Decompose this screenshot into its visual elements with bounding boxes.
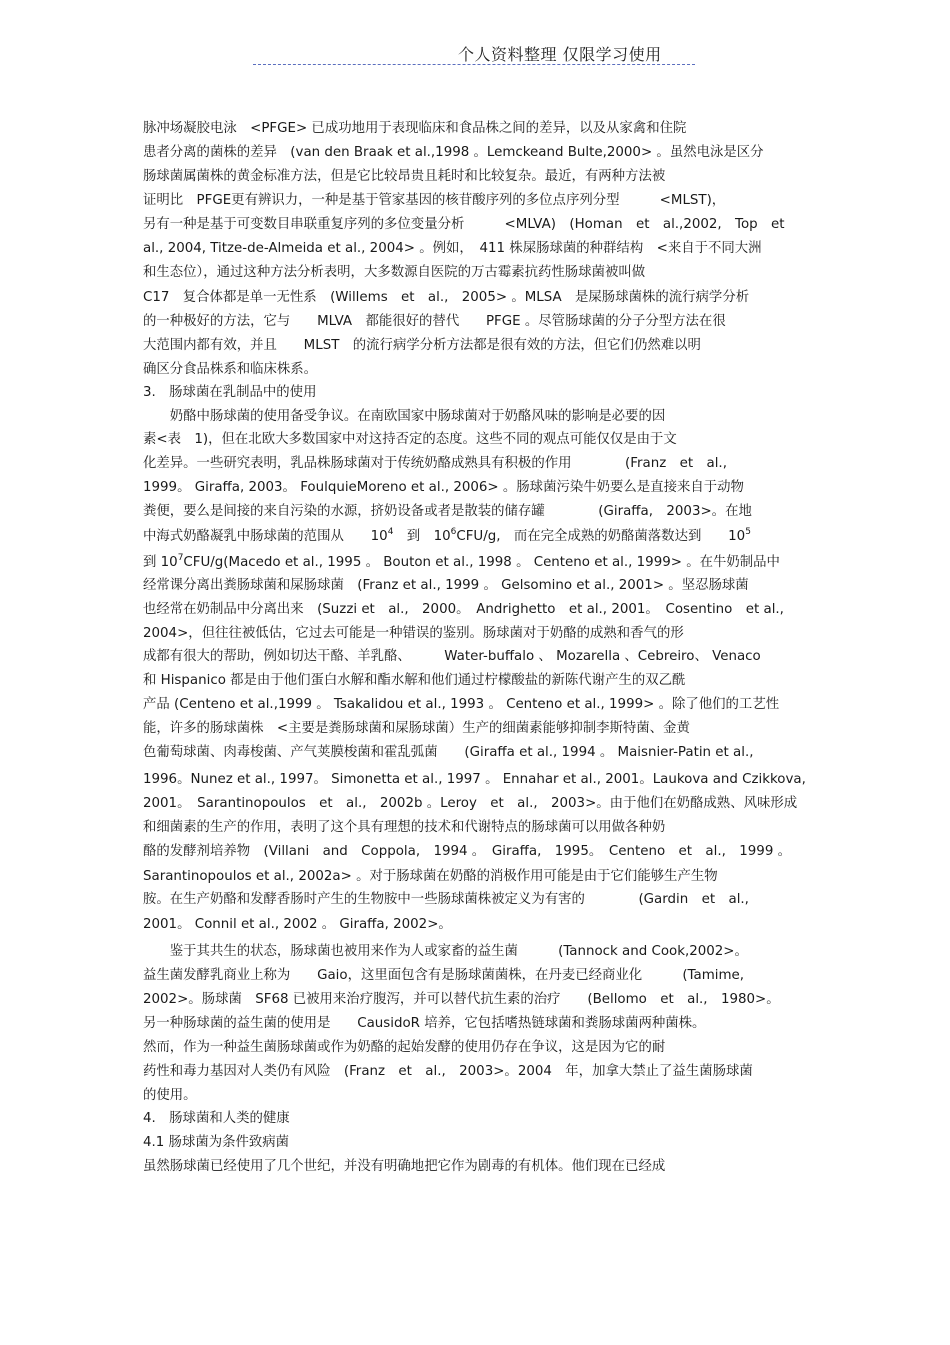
text-line: 4. 肠球菌和人类的健康 — [143, 1111, 290, 1126]
text-line: 另一种肠球菌的益生菌的使用是 CausidoR 培养，它包括嗜热链球菌和粪肠球菌两种菌株。 — [143, 1016, 706, 1031]
text-line: 然而，作为一种益生菌肠球菌或作为奶酪的起始发酵的使用仍存在争议，这是因为它的耐 — [143, 1040, 666, 1055]
header-title: 个人资料整理 仅限学习使用 — [458, 45, 662, 64]
header-dashed-rule — [253, 64, 695, 65]
text-line: 脉冲场凝胶电泳 <PFGE> 已成功地用于表现临床和食品株之间的差异，以及从家禽和住院 — [143, 121, 687, 136]
text-line: 1999。 Giraffa, 2003。 FoulquieMoreno et al., 2006> 。肠球菌污染牛奶要么是直接来自于动物 — [143, 480, 744, 495]
text-line: 和 Hispanico 都是由于他们蛋白水解和酯水解和他们通过柠檬酸盐的新陈代谢产生的双乙酰 — [143, 673, 686, 688]
text-line: al., 2004, Titze-de-Almeida et al., 2004> 。例如， 411 株屎肠球菌的种群结构 <来自于不同大洲 — [143, 241, 762, 256]
text-line: 鉴于其共生的状态，肠球菌也被用来作为人或家畜的益生菌 (Tannock and Cook,2002>。 — [143, 944, 748, 959]
text-line: 确区分食品株系和临床株系。 — [143, 362, 318, 377]
text-line: 益生菌发酵乳商业上称为 Gaio，这里面包含有是肠球菌菌株，在丹麦已经商业化 (Tamime, — [143, 968, 745, 983]
text-line: 药性和毒力基因对人类仍有风险 (Franz et al., 2003>。2004 年，加拿大禁止了益生菌肠球菌 — [143, 1064, 753, 1079]
text-line: 4.1 肠球菌为条件致病菌 — [143, 1135, 290, 1150]
text-line: 2004>，但往往被低估，它过去可能是一种错误的鉴别。肠球菌对于奶酪的成熟和香气的形 — [143, 626, 684, 641]
text-line: 中海式奶酪凝乳中肠球菌的范围从 $10^4$ 到 $10^6CFU/g$, 而在完全成熟的奶酪菌落数达到 $10^5$ — [143, 527, 751, 544]
text-line: 粪便，要么是间接的来自污染的水源，挤奶设备或者是散装的储存罐 (Giraffa, 2003>。在地 — [143, 504, 752, 519]
text-line: 3. 肠球菌在乳制品中的使用 — [143, 385, 317, 400]
text-line: 肠球菌属菌株的黄金标准方法，但是它比较昂贵且耗时和比较复杂。最近，有两种方法被 — [143, 169, 666, 184]
text-line: 色葡萄球菌、肉毒梭菌、产气荚膜梭菌和霍乱弧菌 (Giraffa et al., 1994 。 Maisnier-Patin et al., — [143, 745, 754, 760]
text-line: 另有一种是基于可变数目串联重复序列的多位变量分析 <MLVA) (Homan et al.,2002, Top et — [143, 217, 785, 232]
text-line: 大范围内都有效，并且 MLST 的流行病学分析方法都是很有效的方法，但它们仍然难以明 — [143, 338, 701, 353]
text-line: 虽然肠球菌已经使用了几个世纪，并没有明确地把它作为剧毒的有机体。他们现在已经成 — [143, 1159, 666, 1174]
text-line: 2001。 Connil et al., 2002 。 Giraffa, 2002>。 — [143, 917, 452, 932]
text-line: 化差异。一些研究表明，乳品株肠球菌对于传统奶酪成熟具有积极的作用 (Franz et al., — [143, 456, 727, 471]
text-line: Sarantinopoulos et al., 2002a> 。对于肠球菌在奶酪的消极作用可能是由于它们能够生产生物 — [143, 869, 718, 884]
text-line: 1996。Nunez et al., 1997。 Simonetta et al., 1997 。 Ennahar et al., 2001。Laukova and Czikkova, — [143, 772, 806, 787]
text-line: 酪的发酵剂培养物 (Villani and Coppola, 1994 。 Giraffa, 1995。 Centeno et al., 1999 。 — [143, 844, 791, 859]
text-line: C17 复合体都是单一无性系 (Willems et al., 2005> 。MLSA 是屎肠球菌株的流行病学分析 — [143, 290, 750, 305]
text-line: 到 $10^7CFU/g(Macedo$ et al., 1995 。 Bouton et al., 1998 。 Centeno et al., 1999> 。在牛奶制品中 — [143, 553, 780, 570]
text-line: 能，许多的肠球菌株 <主要是粪肠球菌和屎肠球菌）生产的细菌素能够抑制李斯特菌、金黄 — [143, 721, 690, 736]
text-line: 和生态位），通过这种方法分析表明，大多数源自医院的万古霉素抗药性肠球菌被叫做 — [143, 265, 646, 280]
text-line: 经常课分离出粪肠球菌和屎肠球菌 (Franz et al., 1999 。 Gelsomino et al., 2001> 。坚忍肠球菌 — [143, 578, 749, 593]
text-line: 胺。在生产奶酪和发酵香肠时产生的生物胺中一些肠球菌株被定义为有害的 (Gardin et al., — [143, 892, 749, 907]
text-line: 奶酪中肠球菌的使用备受争议。在南欧国家中肠球菌对于奶酪风味的影响是必要的因 — [143, 409, 666, 424]
text-line: 的使用。 — [143, 1088, 197, 1103]
text-line: 也经常在奶制品中分离出来 (Suzzi et al., 2000。 Andrighetto et al., 2001。 Cosentino et al., — [143, 602, 784, 617]
text-line: 成都有很大的帮助，例如切达干酪、羊乳酪、 Water-buffalo 、 Mozarella 、Cebreiro、 Venaco — [143, 649, 761, 664]
text-line: 患者分离的菌株的差异 (van den Braak et al.,1998 。Lemckeand Bulte,2000> 。虽然电泳是区分 — [143, 145, 764, 160]
text-line: 素<表 1)，但在北欧大多数国家中对这持否定的态度。这些不同的观点可能仅仅是由于文 — [143, 432, 677, 447]
text-line: 证明比 PFGE更有辨识力，一种是基于管家基因的核苷酸序列的多位点序列分型 <MLST)， — [143, 193, 726, 208]
page-header — [0, 38, 950, 78]
text-line: 产品 (Centeno et al.,1999 。 Tsakalidou et al., 1993 。 Centeno et al., 1999> 。除了他们的工艺性 — [143, 697, 780, 712]
text-line: 的一种极好的方法，它与 MLVA 都能很好的替代 PFGE 。尽管肠球菌的分子分型方法在很 — [143, 314, 726, 329]
text-line: 2002>。肠球菌 SF68 已被用来治疗腹泻，并可以替代抗生素的治疗 (Bellomo et al., 1980>。 — [143, 992, 780, 1007]
text-line: 2001。 Sarantinopoulos et al., 2002b 。Leroy et al., 2003>。由于他们在奶酪成熟、风味形成 — [143, 796, 798, 811]
text-line: 和细菌素的生产的作用，表明了这个具有理想的技术和代谢特点的肠球菌可以用做各种奶 — [143, 820, 666, 835]
